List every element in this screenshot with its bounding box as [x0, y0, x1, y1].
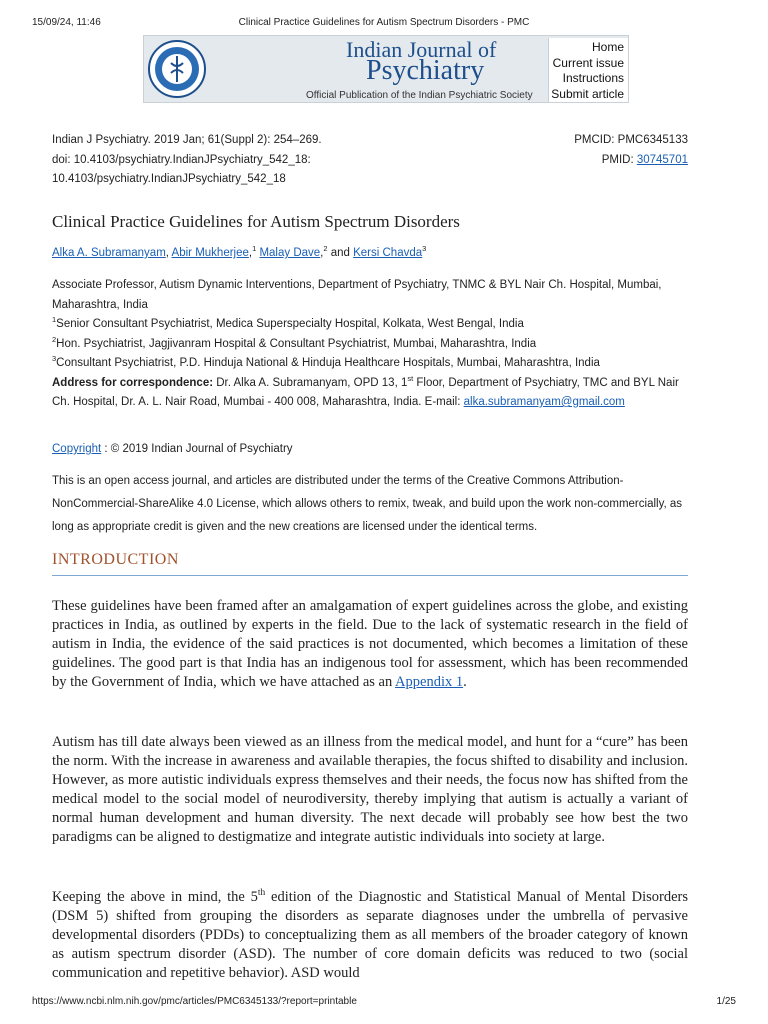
pmid-row	[468, 151, 688, 171]
affiliation-text: Hon. Psychiatrist, Jagjivanram Hospital & Consultant Psychiatrist, Mumbai, Maharashtra, India	[56, 337, 537, 350]
author-separator: ,	[248, 247, 253, 259]
affiliation	[52, 315, 692, 335]
section-divider	[52, 575, 688, 576]
paragraph-text: Keeping the above in mind, the 5	[52, 889, 258, 905]
affiliation-sup: 1	[52, 315, 57, 325]
author-link[interactable]: Abir Mukherjee	[171, 247, 249, 259]
affiliations	[52, 276, 692, 413]
print-url: https://www.ncbi.nlm.nih.gov/pmc/articles/PMC6345133/?report=printable	[32, 996, 357, 1007]
correspondence-text: Floor, Department of Psychiatry, TMC and BYL Nair Ch. Hospital, Dr. A. L. Nair Road, Mumbai - 400 008, Maharashtra, India. E-mail:	[52, 376, 679, 408]
affiliation	[52, 335, 692, 355]
menu-current-issue-link[interactable]: Current issue	[552, 55, 624, 70]
print-datetime: 15/09/24, 11:46	[32, 17, 101, 28]
journal-name-line2: Psychiatry	[366, 55, 485, 86]
intro-paragraph-3	[52, 888, 688, 983]
society-seal-icon	[147, 39, 207, 99]
author-separator: and	[327, 247, 354, 259]
affiliation-text: Consultant Psychiatrist, P.D. Hinduja National & Hinduja Healthcare Hospitals, Mumbai, Maharashtra, India	[56, 357, 600, 369]
paragraph-text: edition of the Diagnostic and Statistical Manual of Mental Disorders (DSM 5) shifted from grouping the disorders as separate diagnoses under the umbrella of pervasive developmental disorders (PDDs) to conceptualizing them as all members of the broader category of known as autism spectrum disorder (ASD). The number of core domain deficits was reduced to two (social communication and repetitive behavior). ASD would	[52, 889, 688, 981]
menu-submit-article-link[interactable]: Submit article	[551, 86, 624, 101]
author-separator: ,	[320, 247, 324, 259]
author-affiliation-sup: 3	[422, 244, 427, 254]
author-link[interactable]: Malay Dave	[259, 247, 321, 259]
ordinal-sup: th	[257, 888, 266, 899]
email-link[interactable]: alka.subramanyam@gmail.com	[463, 396, 625, 408]
correspondence	[52, 374, 692, 413]
copyright-line	[52, 440, 293, 460]
print-doc-title: Clinical Practice Guidelines for Autism Spectrum Disorders - PMC	[238, 17, 530, 28]
citation-doi-line: doi: 10.4103/psychiatry.IndianJPsychiatry_542_18:	[52, 153, 311, 166]
menu-home-link[interactable]: Home	[591, 40, 624, 54]
pmid-link[interactable]: 30745701	[636, 153, 688, 166]
section-heading-introduction: INTRODUCTION	[52, 551, 179, 568]
affiliation-sup: 3	[52, 354, 57, 364]
paragraph-text: .	[463, 674, 467, 690]
appendix-1-link[interactable]: Appendix 1	[395, 674, 464, 690]
author-affiliation-sup: 2	[323, 244, 328, 254]
author-link[interactable]: Kersi Chavda	[353, 247, 423, 259]
affiliation: Associate Professor, Autism Dynamic Interventions, Department of Psychiatry, TNMC & BYL Nair Ch. Hospital, Mumbai, Maharashtra, India	[52, 279, 662, 311]
author-separator: ,	[165, 247, 172, 259]
affiliation-text: Senior Consultant Psychiatrist, Medica Superspecialty Hospital, Kolkata, West Bengal, India	[56, 318, 524, 330]
pmcid: PMCID: PMC6345133	[574, 134, 688, 146]
citation-block	[52, 131, 322, 190]
menu-instructions-link[interactable]: Instructions	[562, 71, 624, 85]
article-title: Clinical Practice Guidelines for Autism Spectrum Disorders	[52, 212, 460, 231]
article-ids	[468, 131, 688, 170]
intro-paragraph-1	[52, 597, 688, 692]
banner-menu	[548, 38, 628, 102]
journal-name-line1: Indian Journal of	[346, 37, 497, 62]
journal-tagline: Official Publication of the Indian Psychiatric Society	[306, 90, 533, 101]
copyright-link[interactable]: Copyright	[52, 443, 102, 455]
author-list	[52, 244, 427, 259]
author-link[interactable]: Alka A. Subramanyam	[52, 247, 166, 259]
correspondence-text: Dr. Alka A. Subramanyam, OPD 13, 1	[213, 376, 408, 389]
citation-doi-value: 10.4103/psychiatry.IndianJPsychiatry_542_18	[52, 173, 286, 185]
paragraph-text: These guidelines have been framed after an amalgamation of expert guidelines across the globe, and existing practices in India, as outlined by experts in the field. Due to the lack of systematic research in the field of autism in India, the evidence of the said practices is not documented, which becomes a limitation of these guidelines. The good part is that India has an indigenous tool for assessment, which has been recommended by the Government of India, which we have attached as an	[52, 598, 688, 690]
correspondence-label: Address for correspondence:	[52, 376, 214, 389]
affiliation	[52, 354, 692, 374]
citation-line1: Indian J Psychiatry. 2019 Jan; 61(Suppl 2): 254–269.	[52, 134, 322, 146]
intro-paragraph-2	[52, 733, 688, 847]
pmid-label: PMID:	[601, 153, 637, 166]
paragraph-text: Autism has till date always been viewed as an illness from the medical model, and hunt for a “cure” has been the norm. With the increase in awareness and available therapies, the focus shifted to disability and inclusion. However, as more autistic individuals express themselves and their needs, the focus now has shifted from the medical model to the social model of neurodiversity, thereby implying that autism is actually a variant of normal human development and human diversity. The next decade will probably see how best the two paradigms can be aligned to destigmatize and integrate autistic individuals into society at large.	[52, 734, 688, 845]
correspondence-sup: st	[407, 373, 414, 383]
print-page-number: 1/25	[716, 996, 736, 1007]
affiliation-sup: 2	[52, 334, 57, 344]
license-text: This is an open access journal, and articles are distributed under the terms of the Creative Commons Attribution-NonCommercial-ShareAlike 4.0 License, which allows others to remix, tweak, and build upon the work non-commercially, as long as appropriate credit is given and the new creations are licensed under the identical terms.	[52, 475, 683, 533]
copyright-text: : © 2019 Indian Journal of Psychiatry	[101, 443, 293, 455]
author-affiliation-sup: 1	[252, 244, 257, 254]
